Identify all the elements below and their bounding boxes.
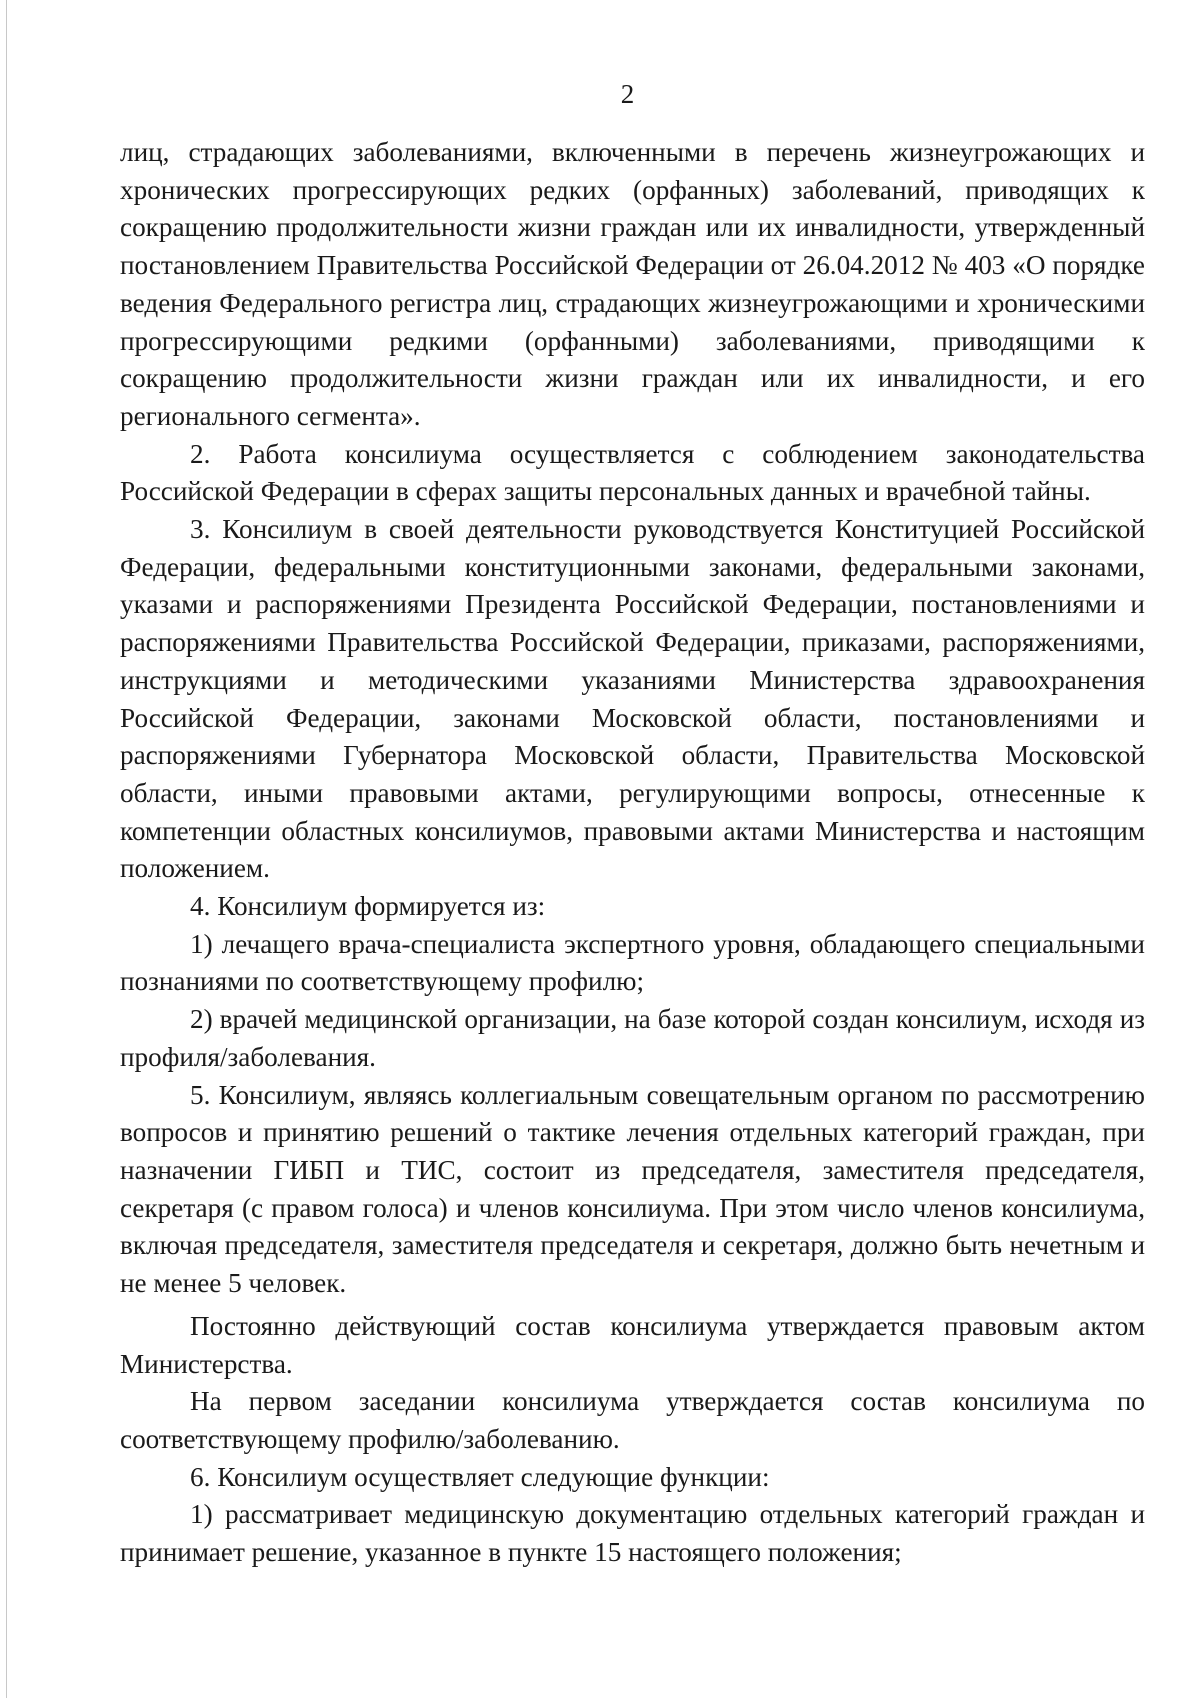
scan-edge-line xyxy=(6,0,7,1698)
paragraph-item-2: 2. Работа консилиума осуществляется с соблюдением законодательства Российской Федерации в сферах защиты персональных данных и врачебной тайны. xyxy=(120,438,1145,507)
paragraph-item-6-sub-1: 1) рассматривает медицинскую документацию отдельных категорий граждан и принимает решение, указанное в пункте 15 настоящего положения; xyxy=(120,1499,1145,1568)
paragraph-item-5: 5. Консилиум, являясь коллегиальным совещательным органом по рассмотрению вопросов и принятию решений о тактике лечения отдельных категорий граждан, при назначении ГИБП и ТИС, состоит из председателя, заместителя председателя, секретаря (с правом голоса) и членов консилиума. При этом число членов консилиума, включая председателя, заместителя председателя и секретаря, должно быть нечетным и не менее 5 человек. xyxy=(120,1079,1145,1299)
paragraph-first-meeting: На первом заседании консилиума утверждается состав консилиума по соответствующему профилю/заболеванию. xyxy=(120,1386,1145,1454)
paragraph-item-3: 3. Консилиум в своей деятельности руководствуется Конституцией Российской Федерации, федеральными конституционными законами, федеральными законами, указами и распоряжениями Президента Российской Федерации, постановлениями и распоряжениями Правительства Российской Федерации, приказами, распоряжениями, инструкциями и методическими указаниями Министерства здравоохранения Российской Федерации, законами Московской области, постановлениями и распоряжениями Губернатора Московской области, Правительства Московской области, иными правовыми актами, регулирующими вопросы, отнесенные к компетенции областных консилиумов, правовыми актами Министерства и настоящим положением. xyxy=(120,514,1145,884)
paragraph-item-4-sub-1: 1) лечащего врача-специалиста экспертного уровня, обладающего специальными познаниями по соответствующему профилю; xyxy=(120,928,1145,997)
paragraph-item-4: 4. Консилиум формируется из: xyxy=(190,891,546,922)
paragraph-item-6: 6. Консилиум осуществляет следующие функции: xyxy=(190,1461,770,1492)
paragraph-standing-composition: Постоянно действующий состав консилиума утверждается правовым актом Министерства. xyxy=(120,1310,1145,1379)
document-body xyxy=(120,134,1145,1572)
paragraph-item-4-sub-2: 2) врачей медицинской организации, на базе которой создан консилиум, исходя из профиля/заболевания. xyxy=(120,1004,1145,1072)
paragraph-continuation: лиц, страдающих заболеваниями, включенными в перечень жизнеугрожающих и хронических прогрессирующих редких (орфанных) заболеваний, приводящих к сокращению продолжительности жизни граждан или их инвалидности, утвержденный постановлением Правительства Российской Федерации от 26.04.2012 № 403 «О порядке ведения Федерального регистра лиц, страдающих жизнеугрожающими и хроническими прогрессирующими редкими (орфанными) заболеваниями, приводящими к сокращению продолжительности жизни граждан или их инвалидности, и его регионального сегмента». xyxy=(120,137,1145,431)
page-number: 2 xyxy=(620,79,635,109)
